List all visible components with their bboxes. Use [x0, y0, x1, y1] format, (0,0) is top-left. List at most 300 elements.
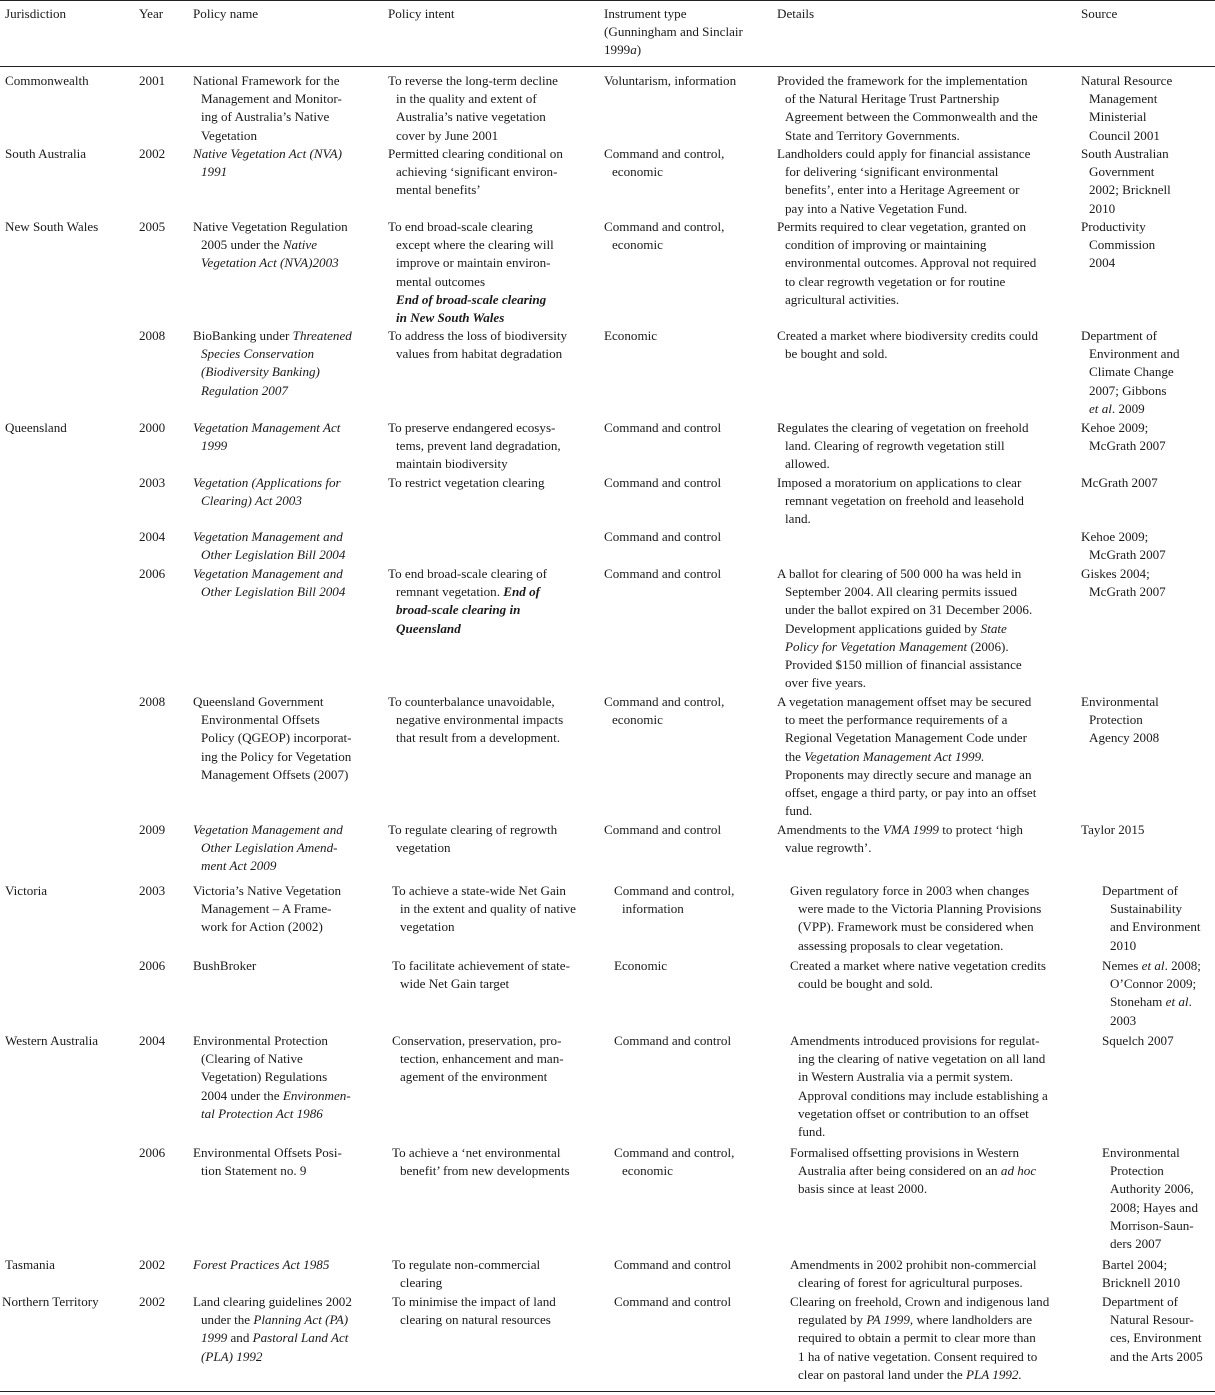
cell-details	[790, 882, 1082, 955]
cell-source	[1102, 1256, 1214, 1292]
cell-text-line: et al	[1089, 400, 1112, 416]
header-details: Details	[777, 6, 815, 21]
cell-text-line: Environmen-	[282, 1087, 351, 1103]
cell-text-line: Natural Resour-	[1110, 1312, 1194, 1328]
cell-text-line: allowed.	[785, 456, 830, 472]
cell-text-line: Command and control,	[604, 219, 725, 234]
cell-text-line: that result from a development.	[396, 730, 560, 746]
cell-text-line: (Gunningham and Sinclair	[604, 24, 743, 40]
cell-text-line: Ministerial	[1089, 109, 1147, 125]
cell-text-line	[193, 327, 373, 345]
cell-policy-name	[193, 882, 373, 937]
cell-policy-intent	[392, 1293, 602, 1329]
cell-text-line: 2004	[1089, 255, 1116, 271]
cell-jurisdiction: Western Australia	[5, 1033, 99, 1048]
cell-text-line: PA 1999	[866, 1312, 910, 1328]
cell-text-line: Environmental Protection	[193, 1033, 328, 1048]
cell-year: 2006	[139, 958, 166, 973]
cell-text-line: Land clearing guidelines 2002	[193, 1294, 352, 1309]
cell-text-line: improve or maintain environ-	[396, 255, 551, 271]
cell-text-line: Regulates the clearing of vegetation on freehold	[777, 420, 1029, 435]
cell-text-line: agricultural activities.	[785, 291, 900, 307]
cell-text-line: To regulate clearing of regrowth	[388, 822, 558, 837]
cell-instrument-type	[604, 145, 769, 181]
cell-text-line: Vegetation Management and	[193, 529, 343, 544]
cell-text-line	[790, 1366, 1082, 1384]
cell-text-line: Command and control	[614, 1257, 732, 1272]
cell-text-line: value regrowth’.	[785, 840, 872, 856]
cell-instrument-type	[604, 72, 769, 90]
cell-source	[1081, 474, 1213, 492]
cell-text-line: Planning Act (PA)	[253, 1312, 349, 1328]
cell-policy-name	[193, 419, 373, 455]
cell-year: 2003	[139, 475, 166, 490]
cell-text-line: Commission	[1089, 237, 1156, 253]
cell-details	[777, 821, 1067, 857]
cell-text-line: Vegetation Act (NVA)2003	[201, 255, 339, 271]
cell-text-line: Amendments to the	[777, 822, 883, 837]
cell-year: 2002	[139, 1257, 166, 1272]
cell-policy-intent	[388, 565, 594, 638]
cell-details	[777, 218, 1067, 309]
cell-text-line: and Environment	[1110, 919, 1201, 935]
cell-text-line: Forest Practices Act 1985	[193, 1257, 330, 1272]
cell-text-line: End of broad-scale clearing	[396, 291, 547, 307]
cell-text-line: ing the clearing of native vegetation on all land	[798, 1051, 1046, 1067]
cell-text-line: Agreement between the Commonwealth and the	[785, 109, 1038, 125]
cell-text-line: in Western Australia via a permit system.	[798, 1069, 1014, 1085]
cell-policy-intent	[392, 882, 602, 937]
cell-text-line: except where the clearing will	[396, 237, 554, 253]
cell-text-line: remnant vegetation.	[396, 584, 504, 600]
cell-text-line: To facilitate achievement of state-	[392, 958, 570, 973]
cell-instrument-type	[604, 528, 769, 546]
cell-text-line: pay into a Native Vegetation Fund.	[785, 200, 968, 216]
cell-details	[777, 327, 1067, 363]
cell-details	[777, 474, 1067, 529]
cell-text-line: To minimise the impact of land	[392, 1294, 556, 1309]
cell-text-line: . 2009	[1111, 400, 1145, 416]
cell-text-line: agement of the environment	[400, 1069, 548, 1085]
cell-text-line: (VPP). Framework must be considered when	[798, 919, 1034, 935]
cell-text-line: Development applications guided by	[785, 620, 981, 636]
header-instrument-type	[604, 5, 769, 60]
cell-text-line: offset, engage a third party, or pay into an offset	[785, 785, 1037, 801]
cell-text-line: 2010	[1110, 937, 1137, 953]
cell-text-line: ing the Policy for Vegetation	[201, 748, 352, 764]
header-year: Year	[139, 6, 164, 21]
cell-text-line: ing of Australia’s Native	[201, 109, 330, 125]
cell-text-line	[1102, 957, 1214, 975]
cell-details	[777, 72, 1067, 145]
cell-instrument-type	[614, 957, 779, 975]
cell-text-line: End of	[503, 584, 541, 600]
cell-text-line: Threatened	[292, 328, 352, 343]
cell-text-line: To achieve a state-wide Net Gain	[392, 883, 566, 898]
cell-policy-intent	[388, 327, 594, 363]
cell-text-line: Vegetation Management Act	[193, 420, 341, 435]
cell-text-line: Environmental	[1081, 694, 1159, 709]
cell-text-line: 1 ha of native vegetation. Consent required to	[798, 1348, 1038, 1364]
cell-text-line: in New South Wales	[396, 310, 505, 326]
cell-text-line: Command and control	[604, 420, 722, 435]
cell-text-line: tems, prevent land degradation,	[396, 438, 561, 454]
cell-text-line: wide Net Gain target	[400, 976, 510, 992]
cell-text-line: Proponents may directly secure and manage an	[785, 766, 1032, 782]
cell-text-line: benefit’ from new developments	[400, 1163, 570, 1179]
cell-jurisdiction: Northern Territory	[2, 1294, 99, 1309]
cell-policy-intent	[388, 218, 594, 327]
cell-text-line: Command and control	[614, 1294, 732, 1309]
cell-text-line: Environment and	[1089, 346, 1180, 362]
cell-text-line: Landholders could apply for financial assistance	[777, 146, 1031, 161]
cell-text-line: the	[785, 748, 805, 764]
header-policy-intent: Policy intent	[388, 6, 455, 21]
cell-source	[1102, 957, 1214, 1030]
cell-source	[1081, 327, 1213, 418]
cell-text-line	[604, 41, 769, 59]
cell-text-line: Policy for Vegetation Management	[785, 638, 968, 654]
cell-text-line: environmental outcomes. Approval not required	[785, 255, 1037, 271]
cell-text-line: regulated by	[798, 1312, 867, 1328]
cell-text-line: To counterbalance unavoidable,	[388, 694, 555, 709]
cell-text-line: tal Protection Act 1986	[201, 1105, 323, 1121]
cell-text-line: Approval conditions may include establishing a	[798, 1087, 1048, 1103]
cell-text-line: Queensland	[396, 620, 461, 636]
cell-text-line: Created a market where biodiversity credits could	[777, 328, 1039, 343]
cell-text-line: basis since at least 2000.	[798, 1181, 928, 1197]
cell-text-line: clearing on natural resources	[400, 1312, 551, 1328]
cell-text-line	[1081, 400, 1213, 418]
cell-text-line: vegetation	[400, 919, 455, 935]
cell-text-line: McGrath 2007	[1089, 438, 1166, 454]
cell-text-line: of the Natural Heritage Trust Partnership	[785, 91, 1000, 107]
cell-text-line: 2002; Bricknell	[1089, 182, 1171, 198]
cell-text-line: Command and control	[604, 822, 722, 837]
cell-year: 2008	[139, 694, 166, 709]
cell-policy-name	[193, 528, 373, 564]
cell-text-line: Amendments in 2002 prohibit non-commercial	[790, 1257, 1037, 1272]
cell-text-line: (Clearing of Native	[201, 1051, 303, 1067]
cell-text-line: Squelch 2007	[1102, 1033, 1174, 1048]
cell-policy-name	[193, 327, 373, 400]
cell-text-line: Conservation, preservation, pro-	[392, 1033, 562, 1048]
cell-text-line: Agency 2008	[1089, 730, 1160, 746]
cell-text-line	[193, 1329, 373, 1347]
cell-text-line: condition of improving or maintaining	[785, 237, 987, 253]
cell-text-line: assessing proposals to clear vegetation.	[798, 937, 1004, 953]
cell-source	[1081, 218, 1213, 273]
cell-text-line: McGrath 2007	[1089, 547, 1166, 563]
cell-text-line: , where landholders are	[909, 1312, 1033, 1328]
cell-text-line: under the ballot expired on 31 December 2006.	[785, 602, 1033, 618]
cell-details	[777, 419, 1067, 474]
cell-text-line: To address the loss of biodiversity	[388, 328, 568, 343]
cell-text-line: McGrath 2007	[1089, 584, 1166, 600]
cell-year: 2003	[139, 883, 166, 898]
cell-text-line: et al	[1141, 958, 1165, 973]
cell-text-line: mental benefits’	[396, 182, 481, 198]
cell-text-line	[1102, 993, 1214, 1011]
cell-text-line: ces, Environment	[1110, 1330, 1202, 1346]
cell-instrument-type	[604, 218, 769, 254]
cell-text-line: Morrison-Saun-	[1110, 1217, 1194, 1233]
cell-text-line: Other Legislation Bill 2004	[201, 584, 346, 600]
cell-text-line: remnant vegetation on freehold and leasehold	[785, 493, 1024, 509]
cell-text-line: maintain biodiversity	[396, 456, 508, 472]
cell-year: 2008	[139, 328, 166, 343]
cell-text-line: Vegetation Management and	[193, 822, 343, 837]
cell-policy-intent	[388, 145, 594, 200]
cell-text-line: Formalised offsetting provisions in Western	[790, 1145, 1020, 1160]
cell-text-line: State and Territory Governments.	[785, 127, 960, 143]
cell-text-line: Department of	[1102, 1294, 1178, 1309]
cell-text-line: To end broad-scale clearing	[388, 219, 533, 234]
cell-year: 2000	[139, 420, 166, 435]
cell-text-line: to meet the performance requirements of a	[785, 712, 1008, 728]
cell-text-line: (2006).	[967, 638, 1009, 654]
cell-text-line: Natural Resource	[1081, 73, 1173, 88]
cell-text-line: 2007; Gibbons	[1089, 382, 1167, 398]
header-jurisdiction: Jurisdiction	[5, 6, 67, 21]
cell-text-line: economic	[622, 1163, 673, 1179]
cell-policy-name	[193, 1144, 373, 1180]
cell-text-line: Management – A Frame-	[201, 901, 332, 917]
cell-text-line: Imposed a moratorium on applications to clear	[777, 475, 1022, 490]
cell-text-line: To regulate non-commercial	[392, 1257, 541, 1272]
cell-text-line: To achieve a ‘net environmental	[392, 1145, 561, 1160]
cell-text-line: Amendments introduced provisions for regulat-	[790, 1033, 1040, 1048]
cell-text-line: a	[630, 42, 637, 58]
cell-text-line	[790, 1162, 1082, 1180]
cell-instrument-type	[614, 1293, 779, 1311]
cell-text-line: Kehoe 2009;	[1081, 529, 1149, 544]
cell-text-line: fund.	[798, 1124, 826, 1140]
cell-text-line: Native Vegetation Act (NVA)	[193, 146, 342, 161]
cell-text-line: Management Offsets (2007)	[201, 766, 349, 782]
cell-policy-name	[193, 821, 373, 876]
cell-details	[790, 1144, 1082, 1199]
cell-text-line: Policy (QGEOP) incorporat-	[201, 730, 352, 746]
cell-source	[1102, 1032, 1214, 1050]
cell-text-line: VMA 1999	[882, 822, 939, 837]
cell-text-line: Authority 2006,	[1110, 1181, 1194, 1197]
cell-policy-name	[193, 1256, 373, 1274]
cell-year: 2004	[139, 529, 166, 544]
cell-source	[1081, 565, 1213, 601]
cell-instrument-type	[614, 1032, 779, 1050]
cell-text-line: economic	[612, 237, 663, 253]
cell-text-line: values from habitat degradation	[396, 346, 563, 362]
cell-text-line: Species Conservation	[201, 346, 315, 362]
cell-text-line: Vegetation Management and	[193, 566, 343, 581]
cell-text-line: Protection	[1110, 1163, 1164, 1179]
cell-text-line: Command and control,	[604, 146, 725, 161]
cell-text-line: Native	[282, 237, 318, 253]
cell-text-line: in the extent and quality of native	[400, 901, 576, 917]
cell-text-line: under the	[201, 1312, 254, 1328]
cell-year: 2002	[139, 146, 166, 161]
cell-text-line	[777, 748, 1067, 766]
cell-text-line: be bought and sold.	[785, 346, 888, 362]
cell-text-line: . 2008;	[1164, 958, 1201, 973]
cell-text-line: 1991	[201, 164, 228, 180]
cell-text-line: Command and control	[614, 1033, 732, 1048]
cell-year: 2006	[139, 566, 166, 581]
cell-text-line: Other Legislation Bill 2004	[201, 547, 346, 563]
cell-policy-name	[193, 1293, 373, 1366]
cell-text-line: required to obtain a permit to clear more than	[798, 1330, 1036, 1346]
cell-text-line: Environmental Offsets	[201, 712, 320, 728]
header-rule	[0, 66, 1215, 67]
cell-text-line: Climate Change	[1089, 364, 1174, 380]
cell-text-line: Regional Vegetation Management Code under	[785, 730, 1027, 746]
cell-text-line: land.	[785, 511, 811, 527]
cell-text-line: )	[636, 42, 642, 58]
cell-instrument-type	[614, 1256, 779, 1274]
cell-text-line: Australia’s native vegetation	[396, 109, 546, 125]
cell-text-line: Productivity	[1081, 219, 1146, 234]
cell-text-line: Provided the framework for the implementation	[777, 73, 1028, 88]
cell-jurisdiction: Tasmania	[5, 1257, 55, 1272]
cell-text-line: Stoneham	[1110, 994, 1166, 1010]
cell-policy-intent	[392, 1032, 602, 1087]
cell-text-line: clear on pastoral land under the	[798, 1366, 966, 1382]
cell-text-line: tection, enhancement and man-	[400, 1051, 564, 1067]
cell-text-line: Permits required to clear vegetation, granted on	[777, 219, 1027, 234]
cell-text-line: Sustainability	[1110, 901, 1183, 917]
cell-text-line: for delivering ‘significant environmental	[785, 164, 999, 180]
cell-text-line: South Australian	[1081, 146, 1169, 161]
cell-text-line: work for Action (2002)	[201, 919, 323, 935]
cell-text-line	[193, 1311, 373, 1329]
cell-jurisdiction: Queensland	[5, 420, 67, 435]
cell-year: 2001	[139, 73, 166, 88]
cell-instrument-type	[604, 419, 769, 437]
cell-text-line: Provided $150 million of financial assistance	[785, 657, 1022, 673]
cell-text-line: Environmental	[1102, 1145, 1180, 1160]
cell-text-line: Bartel 2004;	[1102, 1257, 1168, 1272]
cell-text-line: PLA 1992.	[965, 1366, 1022, 1382]
cell-policy-intent	[392, 1256, 602, 1292]
cell-text-line: could be bought and sold.	[798, 976, 933, 992]
cell-policy-name	[193, 693, 373, 784]
cell-text-line: Bricknell 2010	[1102, 1275, 1181, 1291]
cell-policy-name	[193, 565, 373, 601]
cell-text-line: Vegetation) Regulations	[201, 1069, 328, 1085]
cell-text-line: O’Connor 2009;	[1110, 976, 1197, 992]
cell-policy-name	[193, 72, 373, 145]
cell-jurisdiction: New South Wales	[5, 219, 99, 234]
cell-details	[790, 1293, 1082, 1384]
cell-text-line: A vegetation management offset may be secured	[777, 694, 1032, 709]
cell-text-line: Vegetation Management Act 1999.	[804, 748, 985, 764]
cell-text-line: in the quality and extent of	[396, 91, 537, 107]
cell-text-line: State	[980, 620, 1007, 636]
cell-instrument-type	[604, 693, 769, 729]
cell-text-line: .	[1188, 994, 1192, 1010]
cell-instrument-type	[604, 821, 769, 839]
cell-jurisdiction: Commonwealth	[5, 73, 89, 88]
cell-year: 2002	[139, 1294, 166, 1309]
cell-text-line	[777, 638, 1067, 656]
cell-text-line	[790, 1311, 1082, 1329]
cell-text-line: 1999	[201, 1330, 228, 1346]
cell-text-line: to clear regrowth vegetation or for routine	[785, 273, 1006, 289]
cell-text-line: Command and control	[604, 475, 722, 490]
cell-source	[1102, 1144, 1214, 1253]
cell-text-line: clearing of forest for agricultural purposes.	[798, 1275, 1023, 1291]
cell-text-line: to protect ‘high	[938, 822, 1023, 837]
cell-text-line: 2004 under the	[201, 1087, 283, 1103]
cell-text-line: ad hoc	[1000, 1163, 1037, 1179]
cell-text-line: broad-scale clearing in	[396, 602, 521, 618]
cell-policy-name	[193, 1032, 373, 1123]
cell-details	[790, 1256, 1082, 1292]
cell-text-line: Given regulatory force in 2003 when changes	[790, 883, 1030, 898]
cell-text-line: clearing	[400, 1275, 443, 1291]
cell-instrument-type	[614, 1144, 779, 1180]
cell-instrument-type	[604, 327, 769, 345]
cell-text-line: Environmental Offsets Posi-	[193, 1145, 342, 1160]
cell-text-line: To end broad-scale clearing of	[388, 566, 548, 581]
cell-text-line: Victoria’s Native Vegetation	[193, 883, 342, 898]
cell-text-line: over five years.	[785, 675, 867, 691]
cell-text-line: mental outcomes	[396, 273, 486, 289]
cell-text-line: Other Legislation Amend-	[201, 840, 338, 856]
cell-text-line: 2005 under the	[201, 237, 283, 253]
cell-year: 2004	[139, 1033, 166, 1048]
cell-details	[777, 693, 1067, 820]
cell-details	[777, 565, 1067, 692]
top-rule	[0, 0, 1215, 1]
cell-text-line: Queensland Government	[193, 694, 324, 709]
cell-text-line: and	[227, 1330, 253, 1346]
cell-text-line: were made to the Victoria Planning Provisions	[798, 901, 1042, 917]
cell-text-line: et al	[1165, 994, 1189, 1010]
cell-instrument-type	[604, 565, 769, 583]
cell-text-line: Government	[1089, 164, 1155, 180]
cell-text-line	[193, 236, 373, 254]
cell-text-line: 2008; Hayes and	[1110, 1199, 1198, 1215]
cell-text-line: Command and control,	[604, 694, 725, 709]
cell-text-line: Command and control,	[614, 1145, 735, 1160]
cell-text-line: negative environmental impacts	[396, 712, 564, 728]
cell-source	[1081, 145, 1213, 218]
cell-text-line: and the Arts 2005	[1110, 1348, 1203, 1364]
cell-text-line: Pastoral Land Act	[252, 1330, 349, 1346]
cell-text-line: National Framework for the	[193, 73, 340, 88]
cell-text-line: 2003	[1110, 1012, 1137, 1028]
cell-source	[1102, 1293, 1214, 1366]
cell-text-line: 1999	[201, 438, 228, 454]
cell-text-line: Command and control	[604, 566, 722, 581]
cell-text-line: McGrath 2007	[1081, 475, 1158, 490]
cell-text-line: Clearing) Act 2003	[201, 493, 302, 509]
cell-source	[1102, 882, 1214, 955]
cell-text-line: vegetation offset or contribution to an offset	[798, 1105, 1029, 1121]
cell-details	[790, 957, 1082, 993]
cell-text-line: information	[622, 901, 684, 917]
cell-text-line: Native Vegetation Regulation	[193, 219, 348, 234]
cell-text-line: Command and control,	[614, 883, 735, 898]
cell-text-line: fund.	[785, 803, 813, 819]
cell-source	[1081, 693, 1213, 748]
cell-text-line: Instrument type	[604, 6, 687, 21]
cell-jurisdiction: South Australia	[5, 146, 87, 161]
cell-text-line: Created a market where native vegetation credits	[790, 958, 1046, 973]
cell-policy-name	[193, 145, 373, 181]
